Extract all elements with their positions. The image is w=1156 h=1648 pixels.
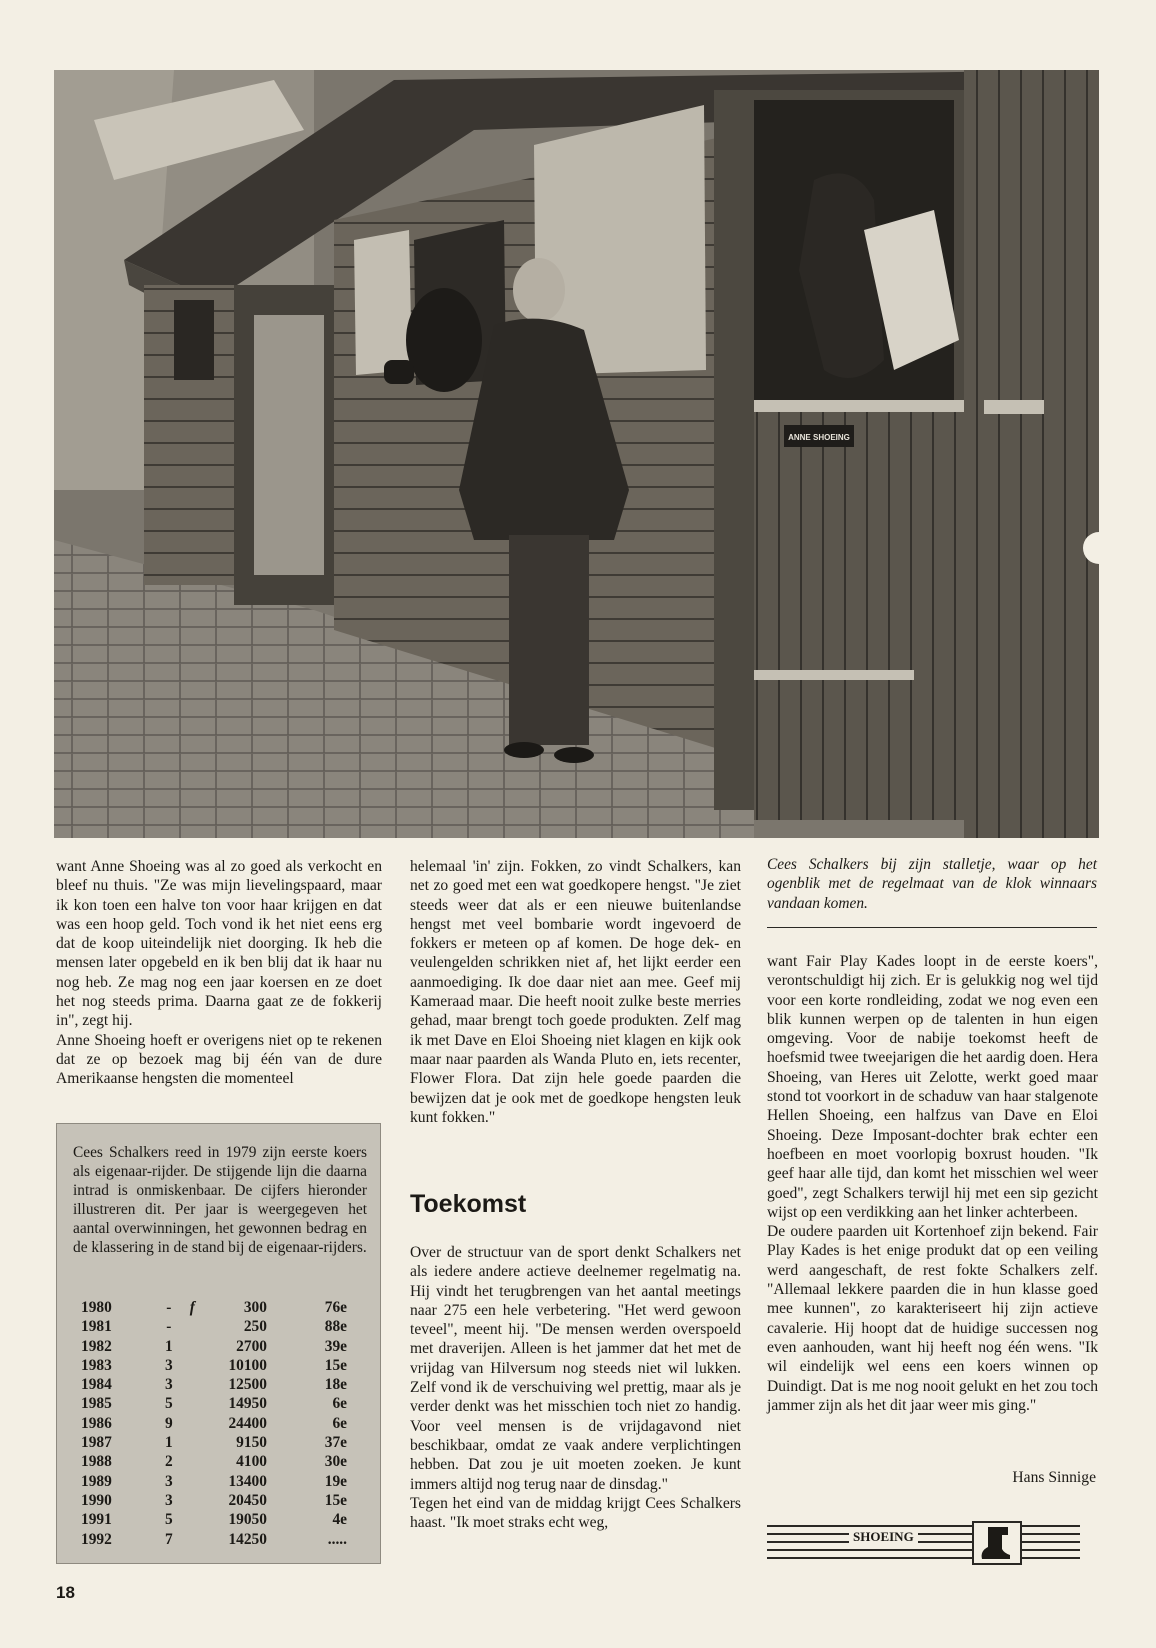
currency-cell [183,1356,201,1375]
wins-cell: 3 [165,1491,173,1509]
amount-cell: 12500 [228,1376,267,1394]
section-logo [767,1521,1077,1563]
table-row [81,1337,361,1356]
rank-cell: 39e [324,1337,347,1355]
logo-label: SHOEING [849,1529,918,1545]
paragraph: Over de structuur van de sport denkt Schalkers net als iedere andere actieve deelnemer regelmatig na. Hij vindt het terugbrengen van het aantal meetings naar 275 een hele verbetering. "Het werd gewoon teveel", meent hij. "De mensen werden overspoeld met draverijen. Alleen is het jammer dat het met de vrijdag van Hilversum nog steeds niet wil lukken. Zelf vond ik de verschuiving wel prettig, maar als je verder denkt was het misschien toch niet zo handig. Voor veel mensen is de vrijdagavond niet beschikbaar, omdat ze vaak andere verplichtingen hebben. Dat zou je uit moeten zoeken. Je kunt immers altijd nog terug naar de dinsdag." [410,1244,741,1493]
table-row [81,1356,361,1375]
paragraph: De oudere paarden uit Kortenhoef zijn bekend. Fair Play Kades is het enige produkt dat op een veiling werd aangeschaft, de rest fokte Schalkers zelf. "Allemaal lekkere paarden die in hun klasse goed mee kunnen", zo karakteriseert hij zijn actieve cavalerie. Hij hoopt dat de huidige successen nog even aanhouden, want hij heeft nog één wens. "Ik wil eindelijk wel eens een koers winnen op Duindigt. Dat is me nog nooit gelukt en het zou toch jammer zijn als het dit jaar weer mis ging." [767,1223,1098,1414]
amount-cell: 20450 [228,1491,267,1509]
section-heading: Toekomst [410,1190,527,1218]
page-number: 18 [56,1583,75,1602]
year-cell: 1988 [81,1453,112,1471]
article-photo [54,70,1099,838]
amount-cell: 24400 [228,1414,267,1432]
year-cell: 1980 [81,1299,112,1316]
table-row [81,1375,361,1394]
rank-cell: 76e [324,1299,347,1316]
amount-cell: 2700 [236,1337,267,1355]
rank-cell: 15e [324,1356,347,1374]
rank-cell: 6e [332,1414,347,1432]
table-row [81,1317,361,1336]
wins-cell: - [166,1299,172,1316]
rank-cell: 37e [324,1434,347,1452]
amount-cell: 10100 [228,1356,267,1374]
currency-cell [183,1472,201,1491]
year-cell: 1990 [81,1491,112,1509]
wins-cell: 3 [165,1472,173,1490]
author-signature: Hans Sinnige [1012,1469,1096,1486]
statistics-intro: Cees Schalkers reed in 1979 zijn eerste koers als eigenaar-rijder. De stijgende lijn die daarna intrad is onmiskenbaar. De cijfers hieronder illustreren dit. Per jaar is weergegeven het aantal overwinningen, het gewonnen bedrag en de klassering in de stand bij de eigenaar-rijders. [73,1144,367,1256]
article-column-2 [410,857,741,1127]
year-cell: 1983 [81,1356,112,1374]
year-cell: 1987 [81,1434,112,1452]
year-cell: 1992 [81,1530,112,1548]
table-row [81,1530,361,1549]
amount-cell: 19050 [228,1511,267,1529]
article-column-1 [56,857,382,1089]
photo-caption: Cees Schalkers bij zijn stalletje, waar op het ogenblik met de regelmaat van de klok winnaars vandaan komen. [767,856,1097,912]
stable-photo-illustration [54,70,1099,838]
wins-cell: 3 [165,1376,173,1394]
year-cell: 1989 [81,1472,112,1490]
wins-cell: 2 [165,1453,173,1471]
currency-cell [183,1530,201,1549]
year-cell: 1982 [81,1337,112,1355]
rank-cell: 88e [324,1318,347,1336]
currency-cell [183,1394,201,1413]
amount-cell: 9150 [236,1434,267,1452]
amount-cell: 250 [243,1318,267,1336]
wins-cell: 9 [165,1414,173,1432]
rank-cell: 18e [324,1376,347,1394]
rank-cell: ..... [327,1530,347,1548]
currency-cell [183,1433,201,1452]
paragraph: helemaal 'in' zijn. Fokken, zo vindt Schalkers, kan net zo goed met een wat goedkopere hengst. "Je ziet steeds weer dat als er een nieuwe buitenlandse hengst met veel bombarie wordt ingevoerd de fokkers er meteen op af komen. De hoge dek- en veulengelden schrikken niet af, het lijkt eerder een aanmoediging. Ik doe daar niet aan mee. Geef mij Kameraad maar. Die heeft nooit zulke beste merries gehad, maar brengt toch goede produkten. Zelf mag ik met Dave en Eloi Shoeing niet klagen en kijk ook maar naar paarden als Wanda Pluto en, iets recenter, Flower Flora. Dat zijn hele goede paarden die bewijzen dat je ook met de goedkope hengsten leuk kunt fokken." [410,858,741,1126]
stall-sign-text: ANNE SHOEING [788,433,850,442]
rank-cell: 15e [324,1491,347,1509]
statistics-table [81,1298,361,1549]
table-row [81,1414,361,1433]
caption-divider [767,927,1097,928]
table-row [81,1298,361,1317]
rank-cell: 30e [324,1453,347,1471]
year-cell: 1984 [81,1376,112,1394]
rank-cell: 19e [324,1472,347,1490]
year-cell: 1981 [81,1318,112,1336]
rank-cell: 6e [332,1395,347,1413]
wins-cell: 5 [165,1395,173,1413]
horse-shoe-boot-icon [972,1521,1022,1565]
currency-cell [183,1491,201,1510]
article-column-3 [767,952,1098,1415]
year-cell: 1986 [81,1414,112,1432]
table-row [81,1433,361,1452]
currency-cell [183,1414,201,1433]
wins-cell: 1 [165,1337,173,1355]
table-row [81,1452,361,1471]
currency-cell [183,1337,201,1356]
currency-cell [183,1317,201,1336]
table-row [81,1394,361,1413]
wins-cell: - [166,1318,172,1336]
amount-cell: 300 [243,1299,267,1316]
paragraph: Tegen het eind van de middag krijgt Cees Schalkers haast. "Ik moet straks echt weg, [410,1494,741,1532]
currency-cell: f [189,1299,195,1316]
amount-cell: 13400 [228,1472,267,1490]
year-cell: 1991 [81,1511,112,1529]
wins-cell: 1 [165,1434,173,1452]
table-row [81,1491,361,1510]
wins-cell: 3 [165,1356,173,1374]
amount-cell: 14950 [228,1395,267,1413]
currency-cell [183,1375,201,1394]
article-column-2-continued [410,1243,741,1532]
amount-cell: 14250 [228,1530,267,1548]
currency-cell [183,1510,201,1529]
table-row [81,1510,361,1529]
amount-cell: 4100 [236,1453,267,1471]
wins-cell: 5 [165,1511,173,1529]
paragraph: Anne Shoeing hoeft er overigens niet op te rekenen dat ze op bezoek mag bij één van de dure Amerikaanse hengsten die momenteel [56,1031,382,1088]
table-row [81,1472,361,1491]
year-cell: 1985 [81,1395,112,1413]
paragraph: want Fair Play Kades loopt in de eerste koers", verontschuldigt hij zich. Er is gelukkig nog wel tijd voor een korte rondleiding, zodat we nog even een blik kunnen werpen op de talenten in hun eigen omgeving. Voor de nabije toekomst heeft de hoefsmid twee tweejarigen die het aardig doen. Hera Shoeing, van Heres uit Zelotte, werkt goed maar stond tot voorkort in de schaduw van haar stalgenote Hellen Shoeing, een halfzus van Dave en Eloi Shoeing. Deze Imposant-dochter brak echter een hoefbeen en moet voorlopig boxrust houden. "Ik geef haar alle tijd, dan komt het misschien wel weer goed", zegt Schalkers terwijl hij met een sip gezicht wijst op een verdikking aan het linker achterbeen. [767,953,1098,1221]
statistics-box [56,1123,381,1564]
paragraph: want Anne Shoeing was al zo goed als verkocht en bleef nu thuis. "Ze was mijn lievelingspaard, maar ik kon toen een halve ton voor haar krijgen en dat was een hoop geld. Toch vond ik het niet eens erg dat de koop uiteindelijk niet doorging. Ik heb die mensen later opgebeld en ik ben blij dat ik haar nu nog heb. Ze mag nog een jaar koersen en ze doet het nog steeds prima. Daarna gaat ze de fokkerij in", zegt hij. [56,858,382,1030]
rank-cell: 4e [332,1511,347,1529]
currency-cell [183,1452,201,1471]
wins-cell: 7 [165,1530,173,1548]
